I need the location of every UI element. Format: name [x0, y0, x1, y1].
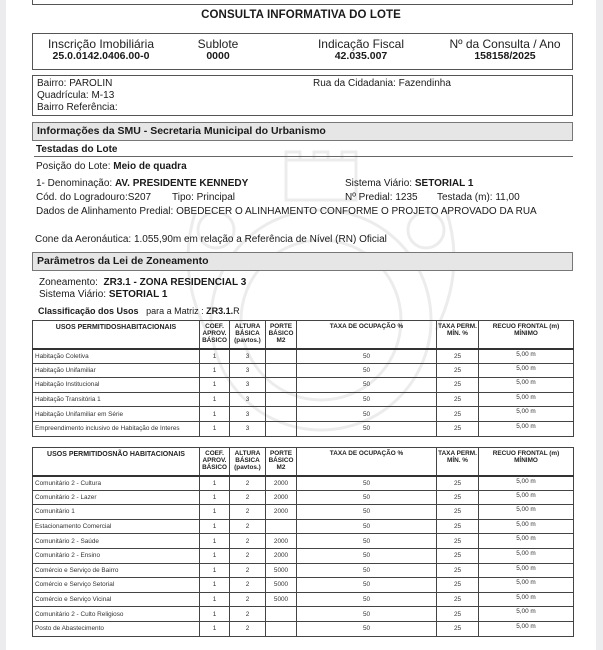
posicao-label: Posição do Lote: — [36, 161, 111, 172]
inscricao-value: 25.0.0142.0406.00-0 — [52, 50, 150, 62]
uso-cell: Posto de Abastecimento — [33, 621, 200, 636]
altura-cell: 3 — [230, 378, 266, 393]
recuo-cell: 5,00 m — [479, 621, 574, 636]
table-row — [33, 621, 574, 636]
taxa-permeabilidade-cell: 25 — [437, 578, 479, 593]
denominacao — [36, 178, 248, 190]
alinhamento-predial — [36, 206, 537, 218]
recuo-cell: 5,00 m — [479, 607, 574, 622]
table-row — [33, 592, 574, 607]
table-row — [33, 563, 574, 578]
recuo-cell: 5,00 m — [479, 392, 574, 407]
lot-identification-box — [32, 33, 573, 70]
table-row — [33, 349, 574, 364]
taxa-ocupacao-cell: 50 — [297, 607, 437, 622]
taxa-ocupacao-cell: 50 — [297, 578, 437, 593]
testada-sistema-viario — [345, 178, 473, 190]
zoneamento-label: Zoneamento: — [39, 277, 98, 288]
uso-cell: Comércio e Serviço Vicinal — [33, 592, 200, 607]
zoneamento — [39, 277, 246, 289]
uso-cell: Comércio e Serviço de Bairro — [33, 563, 200, 578]
uso-cell: Comunitário 2 - Saúde — [33, 534, 200, 549]
porte-cell: 2000 — [266, 534, 297, 549]
denominacao-value: AV. PRESIDENTE KENNEDY — [114, 178, 249, 189]
col-taxa-permeabilidade: TAXA PERM. MÍN. % — [437, 321, 479, 349]
tipo: Tipo: Principal — [172, 192, 235, 203]
recuo-cell: 5,00 m — [479, 363, 574, 378]
sistema-viario-value: SETORIAL 1 — [414, 178, 474, 189]
uso-cell: Comunitário 2 - Cultura — [33, 476, 200, 491]
porte-cell: 5000 — [266, 592, 297, 607]
taxa-permeabilidade-cell: 25 — [437, 563, 479, 578]
alinhamento-label: Dados de Alinhamento Predial: — [36, 206, 174, 217]
porte-cell: 2000 — [266, 476, 297, 491]
col-recuo-frontal: RECUO FRONTAL (m) MÍNIMO — [479, 321, 574, 349]
altura-cell: 3 — [230, 363, 266, 378]
porte-cell — [266, 607, 297, 622]
coef-cell: 1 — [200, 378, 230, 393]
altura-cell: 2 — [230, 563, 266, 578]
taxa-ocupacao-cell: 50 — [297, 392, 437, 407]
coef-cell: 1 — [200, 490, 230, 505]
porte-cell — [266, 407, 297, 422]
zoneamento-sistema-viario-label: Sistema Viário: — [39, 289, 107, 300]
table-row — [33, 548, 574, 563]
porte-cell — [266, 392, 297, 407]
altura-cell: 2 — [230, 490, 266, 505]
altura-cell: 2 — [230, 607, 266, 622]
altura-cell: 2 — [230, 476, 266, 491]
taxa-permeabilidade-cell: 25 — [437, 363, 479, 378]
numero-consulta-label: Nº da Consulta / Ano — [449, 37, 561, 51]
table-row — [33, 607, 574, 622]
porte-cell: 5000 — [266, 563, 297, 578]
porte-cell — [266, 378, 297, 393]
matriz-label: para a Matriz : — [146, 306, 204, 316]
col-taxa-ocupacao: TAXA DE OCUPAÇÃO % — [297, 321, 437, 349]
table-row — [33, 476, 574, 491]
altura-cell: 2 — [230, 578, 266, 593]
inscricao-label: Inscrição Imobiliária — [47, 37, 155, 51]
denominacao-label: 1- Denominação: — [36, 178, 113, 189]
numero-consulta-field — [438, 38, 572, 62]
porte-cell: 2000 — [266, 490, 297, 505]
cone-aeronautica: Cone da Aeronáutica: 1.055,90m em relação a Referência de Nível (RN) Oficial — [35, 234, 387, 245]
table-row — [33, 490, 574, 505]
taxa-permeabilidade-cell: 25 — [437, 378, 479, 393]
taxa-ocupacao-cell: 50 — [297, 378, 437, 393]
zoneamento-section-header: Parâmetros da Lei de Zoneamento — [32, 252, 573, 271]
cod-logradouro: Cód. do Logradouro:S207 — [36, 192, 152, 203]
table-row — [33, 505, 574, 520]
coef-cell: 1 — [200, 607, 230, 622]
indicacao-fiscal-field — [301, 38, 421, 62]
col-recuo-frontal: RECUO FRONTAL (m) MÍNIMO — [479, 448, 574, 476]
sublote-field — [183, 38, 253, 62]
col-coef: COEF. APROV. BÁSICO — [200, 448, 230, 476]
altura-cell: 3 — [230, 421, 266, 436]
recuo-cell: 5,00 m — [479, 592, 574, 607]
porte-cell: 5000 — [266, 578, 297, 593]
uso-cell: Comércio e Serviço Setorial — [33, 578, 200, 593]
col-altura: ALTURA BÁSICA (pavtos.) — [230, 321, 266, 349]
coef-cell: 1 — [200, 534, 230, 549]
smu-section-header: Informações da SMU - Secretaria Municipal do Urbanismo — [32, 122, 573, 141]
porte-cell — [266, 621, 297, 636]
recuo-cell: 5,00 m — [479, 548, 574, 563]
inscricao-field — [41, 38, 161, 62]
uso-cell: Estacionamento Comercial — [33, 519, 200, 534]
coef-cell: 1 — [200, 392, 230, 407]
taxa-ocupacao-cell: 50 — [297, 407, 437, 422]
taxa-permeabilidade-cell: 25 — [437, 534, 479, 549]
uso-cell: Comunitário 1 — [33, 505, 200, 520]
table-row — [33, 421, 574, 436]
uso-cell: Habitação Unifamiliar em Série — [33, 407, 200, 422]
recuo-cell: 5,00 m — [479, 349, 574, 364]
porte-cell: 2000 — [266, 505, 297, 520]
altura-cell: 3 — [230, 349, 266, 364]
recuo-cell: 5,00 m — [479, 421, 574, 436]
taxa-ocupacao-cell: 50 — [297, 534, 437, 549]
table-row — [33, 519, 574, 534]
porte-cell — [266, 363, 297, 378]
table-row — [33, 578, 574, 593]
posicao-value: Meio de quadra — [113, 161, 187, 172]
taxa-permeabilidade-cell: 25 — [437, 519, 479, 534]
posicao-lote — [36, 161, 187, 173]
altura-cell: 2 — [230, 534, 266, 549]
matriz-suffix: R — [233, 306, 240, 316]
testada: Testada (m): 11,00 — [437, 192, 520, 203]
altura-cell: 2 — [230, 505, 266, 520]
habitacionais-table — [32, 320, 574, 437]
document-title: CONSULTA INFORMATIVA DO LOTE — [201, 9, 401, 21]
coef-cell: 1 — [200, 621, 230, 636]
uso-cell: Habitação Coletiva — [33, 349, 200, 364]
taxa-ocupacao-cell: 50 — [297, 363, 437, 378]
coef-cell: 1 — [200, 407, 230, 422]
coef-cell: 1 — [200, 592, 230, 607]
table-row — [33, 407, 574, 422]
taxa-permeabilidade-cell: 25 — [437, 490, 479, 505]
uso-cell: Comunitário 2 - Lazer — [33, 490, 200, 505]
col-usos-nao-habitacionais: USOS PERMITIDOSNÃO HABITACIONAIS — [33, 448, 200, 476]
altura-cell: 2 — [230, 548, 266, 563]
zoneamento-sistema-viario-value: SETORIAL 1 — [108, 289, 168, 300]
taxa-permeabilidade-cell: 25 — [437, 407, 479, 422]
altura-cell: 3 — [230, 407, 266, 422]
sublote-value: 0000 — [206, 50, 230, 62]
indicacao-fiscal-label: Indicação Fiscal — [317, 37, 405, 51]
taxa-permeabilidade-cell: 25 — [437, 421, 479, 436]
altura-cell: 2 — [230, 621, 266, 636]
numero-predial: Nº Predial: 1235 — [345, 192, 418, 203]
table-row — [33, 378, 574, 393]
porte-cell: 2000 — [266, 548, 297, 563]
recuo-cell: 5,00 m — [479, 505, 574, 520]
taxa-ocupacao-cell: 50 — [297, 490, 437, 505]
col-porte: PORTE BÁSICO M2 — [266, 321, 297, 349]
col-taxa-ocupacao: TAXA DE OCUPAÇÃO % — [297, 448, 437, 476]
previous-section-box — [32, 0, 573, 5]
classificacao-usos — [38, 305, 240, 317]
taxa-ocupacao-cell: 50 — [297, 519, 437, 534]
taxa-ocupacao-cell: 50 — [297, 505, 437, 520]
porte-cell — [266, 349, 297, 364]
taxa-ocupacao-cell: 50 — [297, 349, 437, 364]
taxa-ocupacao-cell: 50 — [297, 548, 437, 563]
coef-cell: 1 — [200, 349, 230, 364]
document-page — [6, 0, 596, 650]
indicacao-fiscal-value: 42.035.007 — [334, 50, 388, 62]
recuo-cell: 5,00 m — [479, 578, 574, 593]
testadas-heading: Testadas do Lote — [34, 143, 573, 157]
uso-cell: Empreendimento inclusivo de Habitação de Interes — [33, 421, 200, 436]
sublote-label: Sublote — [197, 37, 239, 51]
col-taxa-permeabilidade: TAXA PERM. MÍN. % — [437, 448, 479, 476]
uso-cell: Habitação Institucional — [33, 378, 200, 393]
matriz-value: ZR3.1. — [206, 306, 234, 316]
coef-cell: 1 — [200, 476, 230, 491]
coef-cell: 1 — [200, 578, 230, 593]
alinhamento-value: OBEDECER O ALINHAMENTO CONFORME O PROJETO APROVADO DA RUA — [176, 206, 537, 217]
coef-cell: 1 — [200, 421, 230, 436]
uso-cell: Comunitário 2 - Ensino — [33, 548, 200, 563]
sistema-viario-label: Sistema Viário: — [345, 178, 413, 189]
numero-consulta-value: 158158/2025 — [474, 50, 536, 62]
taxa-permeabilidade-cell: 25 — [437, 392, 479, 407]
bairro: Bairro: PAROLIN — [37, 78, 113, 89]
uso-cell: Habitação Transitória 1 — [33, 392, 200, 407]
table-row — [33, 534, 574, 549]
col-altura: ALTURA BÁSICA (pavtos.) — [230, 448, 266, 476]
recuo-cell: 5,00 m — [479, 407, 574, 422]
altura-cell: 2 — [230, 519, 266, 534]
recuo-cell: 5,00 m — [479, 476, 574, 491]
taxa-ocupacao-cell: 50 — [297, 621, 437, 636]
bairro-referencia: Bairro Referência: — [37, 102, 118, 113]
taxa-permeabilidade-cell: 25 — [437, 607, 479, 622]
zoneamento-sistema-viario — [39, 289, 167, 301]
col-coef: COEF. APROV. BÁSICO — [200, 321, 230, 349]
taxa-permeabilidade-cell: 25 — [437, 505, 479, 520]
zoneamento-value: ZR3.1 - ZONA RESIDENCIAL 3 — [103, 277, 247, 288]
taxa-ocupacao-cell: 50 — [297, 421, 437, 436]
taxa-permeabilidade-cell: 25 — [437, 621, 479, 636]
taxa-permeabilidade-cell: 25 — [437, 349, 479, 364]
altura-cell: 3 — [230, 392, 266, 407]
taxa-ocupacao-cell: 50 — [297, 476, 437, 491]
recuo-cell: 5,00 m — [479, 563, 574, 578]
address-box — [32, 75, 573, 116]
quadricula: Quadrícula: M-13 — [37, 90, 115, 101]
recuo-cell: 5,00 m — [479, 534, 574, 549]
nao-habitacionais-table — [32, 447, 574, 637]
rua-da-cidadania: Rua da Cidadania: Fazendinha — [313, 78, 451, 89]
porte-cell — [266, 519, 297, 534]
coef-cell: 1 — [200, 519, 230, 534]
table-row — [33, 392, 574, 407]
uso-cell: Comunitário 2 - Culto Religioso — [33, 607, 200, 622]
recuo-cell: 5,00 m — [479, 519, 574, 534]
taxa-permeabilidade-cell: 25 — [437, 592, 479, 607]
recuo-cell: 5,00 m — [479, 490, 574, 505]
taxa-permeabilidade-cell: 25 — [437, 476, 479, 491]
coef-cell: 1 — [200, 563, 230, 578]
taxa-permeabilidade-cell: 25 — [437, 548, 479, 563]
taxa-ocupacao-cell: 50 — [297, 563, 437, 578]
col-porte: PORTE BÁSICO M2 — [266, 448, 297, 476]
coef-cell: 1 — [200, 548, 230, 563]
table-row — [33, 363, 574, 378]
taxa-ocupacao-cell: 50 — [297, 592, 437, 607]
coef-cell: 1 — [200, 363, 230, 378]
coef-cell: 1 — [200, 505, 230, 520]
altura-cell: 2 — [230, 592, 266, 607]
recuo-cell: 5,00 m — [479, 378, 574, 393]
uso-cell: Habitação Unifamiliar — [33, 363, 200, 378]
col-usos-habitacionais: USOS PERMITIDOSHABITACIONAIS — [33, 321, 200, 349]
classificacao-label: Classificação dos Usos — [38, 306, 139, 316]
porte-cell — [266, 421, 297, 436]
